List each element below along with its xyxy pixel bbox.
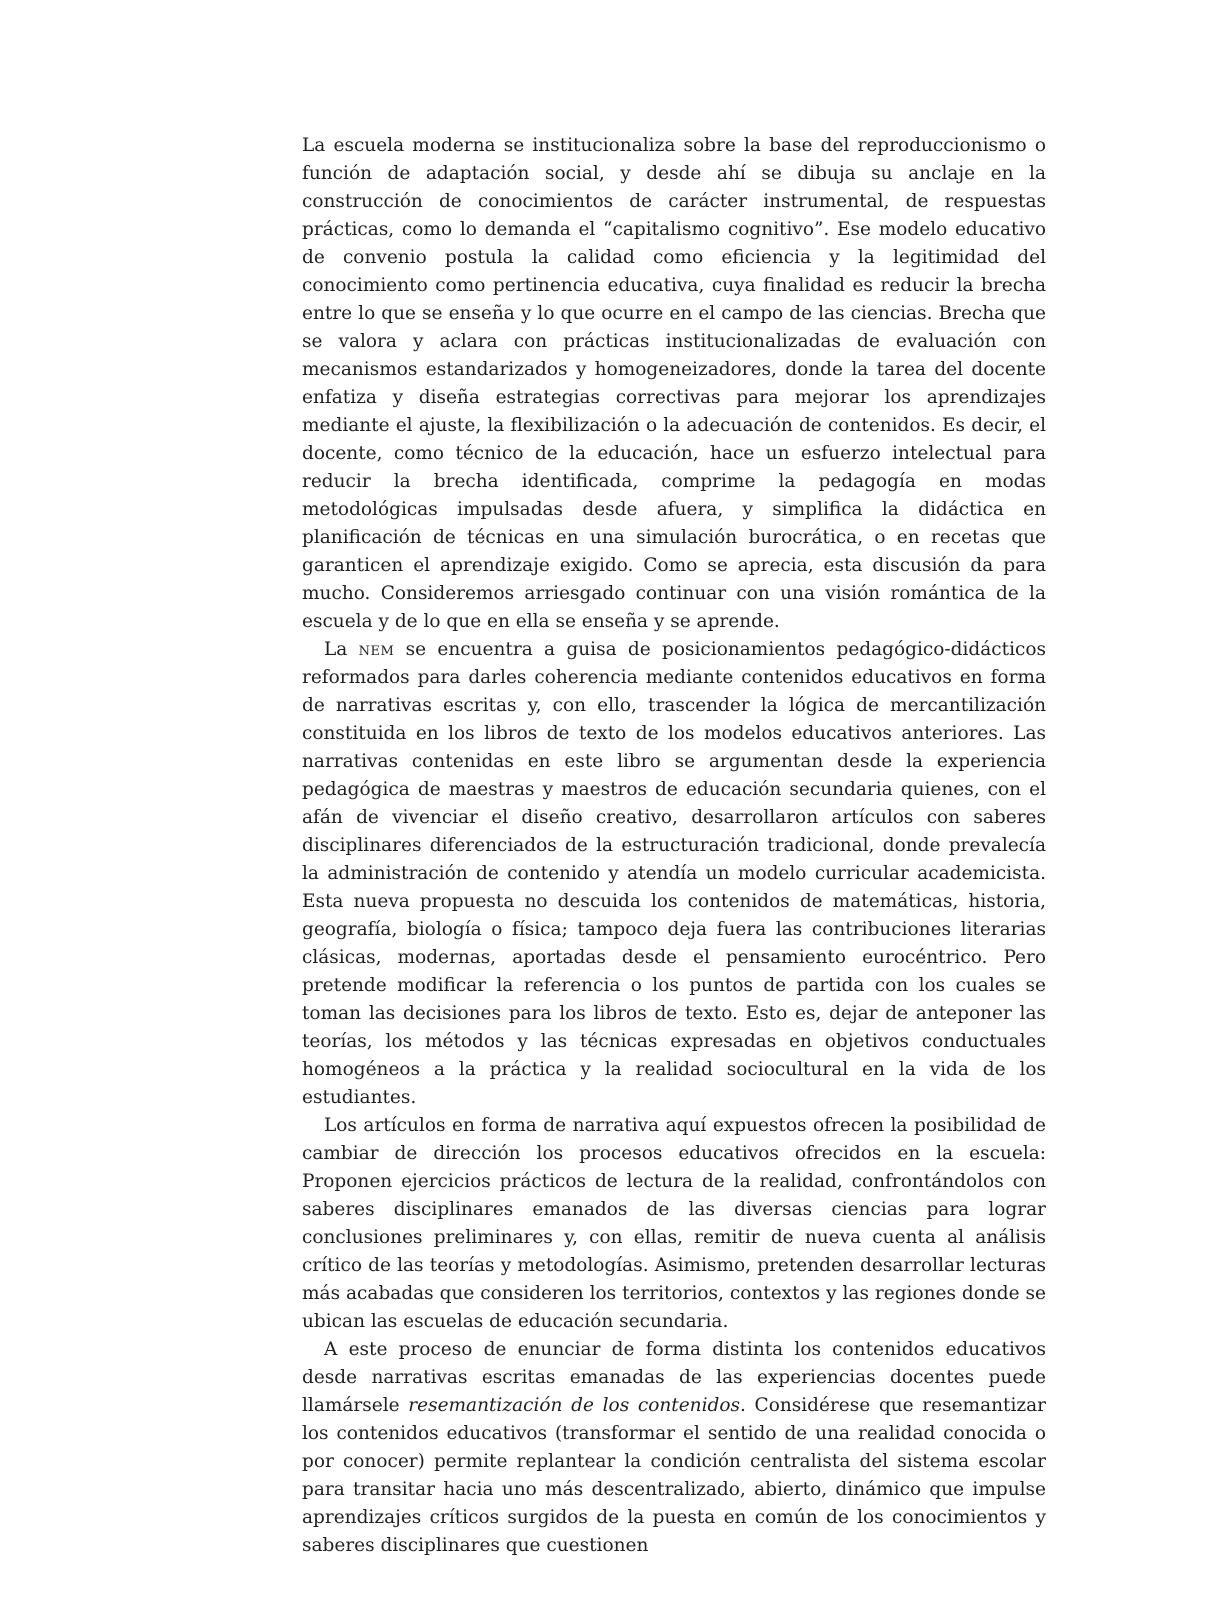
nem-abbreviation: nem bbox=[358, 639, 395, 660]
paragraph-3 bbox=[302, 1112, 1046, 1336]
paragraph-1 bbox=[302, 132, 1046, 636]
paragraph-4-lead: A este proceso de enunciar de forma distinta los contenidos educativos desde narrativas escritas emanadas de las experiencias docentes puede llamársele bbox=[302, 1339, 1046, 1416]
paragraph-3-text: Los artículos en forma de narrativa aquí expuestos ofrecen la posibilidad de cambiar de dirección los procesos educativos ofrecidos en la escuela: Proponen ejercicios prácticos de lectura de la realidad, confrontándolos con saberes disciplinares emanados de las diversas ciencias para lograr conclusiones preliminares y, con ellas, remitir de nueva cuenta al análisis crítico de las teorías y metodologías. Asimismo, pretenden desarrollar lecturas más acabadas que consideren los territorios, contextos y las regiones donde se ubican las escuelas de educación secundaria. bbox=[302, 1115, 1046, 1332]
emphasized-term: resemantización de los contenidos bbox=[408, 1395, 740, 1416]
paragraph-2-lead: La bbox=[324, 639, 359, 660]
paragraph-1-text: La escuela moderna se institucionaliza sobre la base del reproduccionismo o función de adaptación social, y desde ahí se dibuja su anclaje en la construcción de conocimientos de carácter instrumental, de respuestas prácticas, como lo demanda el “capitalismo cognitivo”. Ese modelo educativo de convenio postula la calidad como eficiencia y la legitimidad del conocimiento como pertinencia educativa, cuya finalidad es reducir la brecha entre lo que se enseña y lo que ocurre en el campo de las ciencias. Brecha que se valora y aclara con prácticas institucionalizadas de evaluación con mecanismos estandarizados y homogeneizadores, donde la tarea del docente enfatiza y diseña estrategias correctivas para mejorar los aprendizajes mediante el ajuste, la flexibilización o la adecuación de contenidos. Es decir, el docente, como técnico de la educación, hace un esfuerzo intelectual para reducir la brecha identificada, comprime la pedagogía en modas metodológicas impulsadas desde afuera, y simplifica la didáctica en planificación de técnicas en una simulación burocrática, o en recetas que garanticen el aprendizaje exigido. Como se aprecia, esta discusión da para mucho. Consideremos arriesgado continuar con una visión romántica de la escuela y de lo que en ella se enseña y se aprende. bbox=[302, 135, 1046, 632]
paragraph-4-text: . Considérese que resemantizar los contenidos educativos (transformar el sentido de una realidad conocida o por conocer) permite replantear la condición centralista del sistema escolar para transitar hacia uno más descentralizado, abierto, dinámico que impulse aprendizajes críticos surgidos de la puesta en común de los conocimientos y saberes disciplinares que cuestionen bbox=[302, 1395, 1046, 1556]
paragraph-4 bbox=[302, 1336, 1046, 1560]
paragraph-2 bbox=[302, 636, 1046, 1112]
page-body bbox=[302, 132, 1046, 1560]
paragraph-2-text: se encuentra a guisa de posicionamientos pedagógico-didácticos reformados para darles coherencia mediante contenidos educativos en forma de narrativas escritas y, con ello, trascender la lógica de mercantilización constituida en los libros de texto de los modelos educativos anteriores. Las narrativas contenidas en este libro se argumentan desde la experiencia pedagógica de maestras y maestros de educación secundaria quienes, con el afán de vivenciar el diseño creativo, desarrollaron artículos con saberes disciplinares diferenciados de la estructuración tradicional, donde prevalecía la administración de contenido y atendía un modelo curricular academicista. Esta nueva propuesta no descuida los contenidos de matemáticas, historia, geografía, biología o física; tampoco deja fuera las contribuciones literarias clásicas, modernas, aportadas desde el pensamiento eurocéntrico. Pero pretende modificar la referencia o los puntos de partida con los cuales se toman las decisiones para los libros de texto. Esto es, dejar de anteponer las teorías, los métodos y las técnicas expresadas en objetivos conductuales homogéneos a la práctica y la realidad sociocultural en la vida de los estudiantes. bbox=[302, 639, 1046, 1108]
